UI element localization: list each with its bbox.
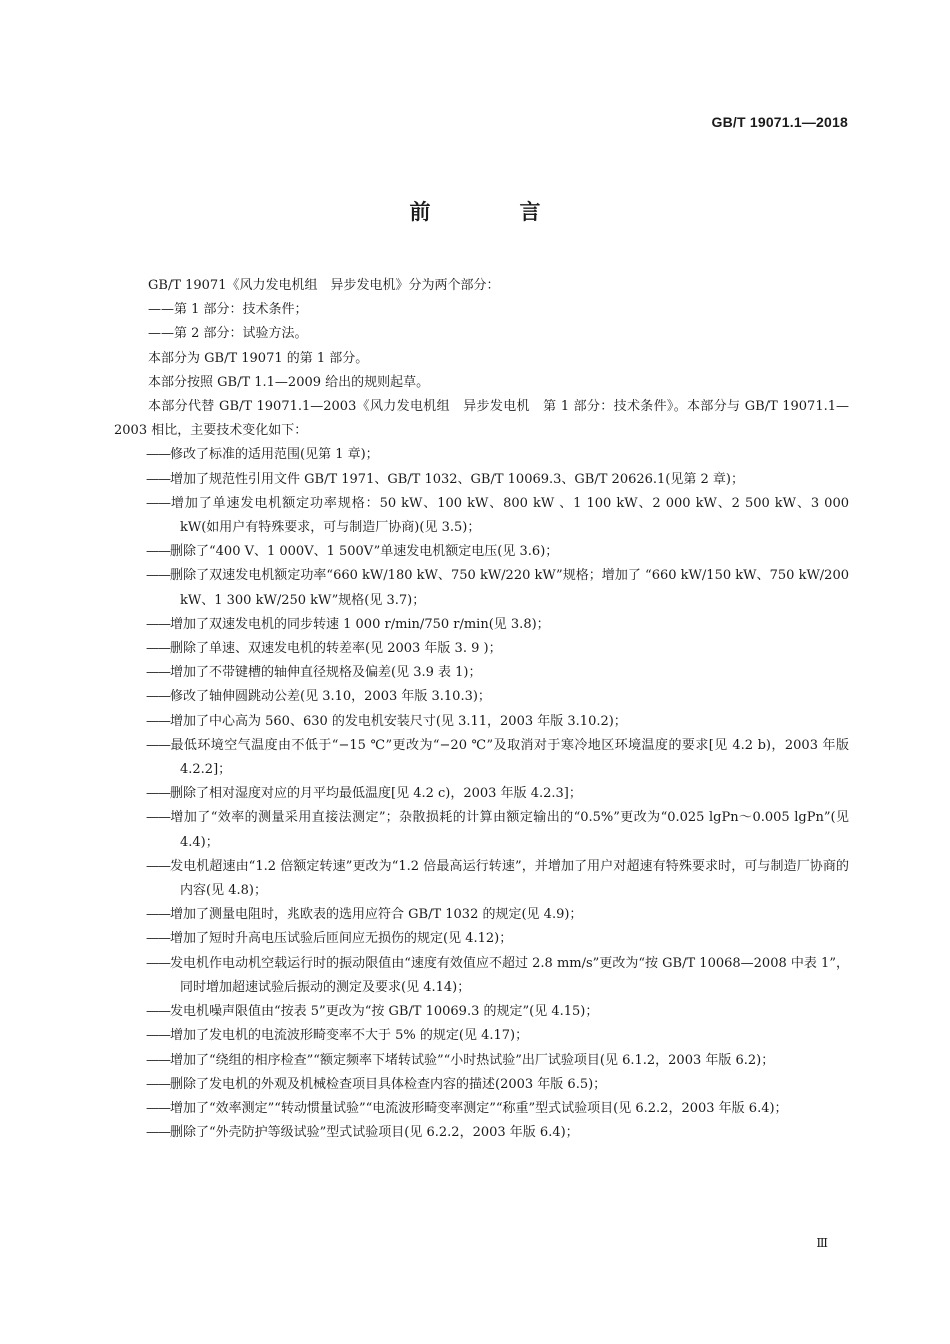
- intro-paragraph: GB/T 19071《风力发电机组 异步发电机》分为两个部分：: [148, 278, 500, 293]
- change-item-text: 增加了“绕组的相序检查”“额定频率下堵转试验”“小时热试验”出厂试验项目(见 6.1.2，2003 年版 6.2)；: [170, 1052, 775, 1068]
- changes-list: [114, 443, 849, 1145]
- change-item: [114, 903, 849, 927]
- change-item-text: 增加了不带键槽的轴伸直径规格及偏差(见 3.9 表 1)；: [170, 665, 482, 681]
- change-item: [114, 637, 849, 661]
- list-dash: ——: [146, 471, 170, 487]
- list-dash: ——: [146, 568, 170, 584]
- standard-number: GB/T 19071.1—2018: [711, 114, 848, 130]
- change-item-text: 发电机噪声限值由“按表 5”更改为“按 GB/T 10069.3 的规定”(见 4.15)；: [170, 1004, 599, 1020]
- change-item: [114, 1024, 849, 1048]
- change-item-text: 增加了规范性引用文件 GB/T 1971、GB/T 1032、GB/T 10069.3、GB/T 20626.1(见第 2 章)；: [170, 471, 744, 487]
- change-item-text: 删除了“400 V、1 000V、1 500V”单速发电机额定电压(见 3.6)；: [170, 544, 559, 560]
- list-dash: ——: [146, 907, 170, 923]
- change-item: [114, 613, 849, 637]
- intro-paragraph: ——第 2 部分：试验方法。: [148, 326, 308, 342]
- list-dash: ——: [146, 713, 170, 729]
- change-item: [114, 540, 849, 564]
- list-dash: ——: [146, 544, 170, 560]
- change-item-text: 最低环境空气温度由不低于“−15 ℃”更改为“−20 ℃”及取消对于寒冷地区环境温度的要求[见 4.2 b)，2003 年版 4.2.2]；: [170, 737, 849, 778]
- change-item: [114, 1097, 849, 1121]
- list-dash: ——: [146, 447, 170, 463]
- page-title: 前 言: [409, 200, 575, 224]
- list-dash: ——: [146, 858, 170, 874]
- change-item: [114, 685, 849, 709]
- change-item-text: 删除了发电机的外观及机械检查项目具体检查内容的描述(2003 年版 6.5)；: [170, 1076, 607, 1092]
- list-dash: ——: [146, 641, 170, 657]
- change-item-text: 增加了双速发电机的同步转速 1 000 r/min/750 r/min(见 3.8)；: [170, 616, 550, 632]
- change-item-text: 增加了单速发电机额定功率规格：50 kW、100 kW、800 kW 、1 100 kW、2 000 kW、2 500 kW、3 000 kW(如用户有特殊要求，可与制造厂协商)(见 3.5)；: [170, 495, 849, 536]
- list-dash: ——: [146, 665, 170, 681]
- change-item-text: 修改了标准的适用范围(见第 1 章)；: [170, 447, 379, 463]
- change-item: [114, 492, 849, 540]
- change-item-text: 增加了测量电阻时，兆欧表的选用应符合 GB/T 1032 的规定(见 4.9)；: [170, 907, 583, 923]
- change-item-text: 增加了发电机的电流波形畸变率不大于 5% 的规定(见 4.17)；: [170, 1028, 529, 1044]
- list-dash: ——: [146, 689, 170, 705]
- change-item-text: 删除了单速、双速发电机的转差率(见 2003 年版 3. 9 )；: [170, 641, 502, 657]
- list-dash: ——: [146, 810, 170, 826]
- list-dash: ——: [146, 1004, 170, 1020]
- list-dash: ——: [146, 1076, 170, 1092]
- list-dash: ——: [146, 1100, 170, 1116]
- change-item-text: 删除了“外壳防护等级试验”型式试验项目(见 6.2.2，2003 年版 6.4)；: [170, 1125, 579, 1141]
- change-item: [114, 1121, 849, 1145]
- list-dash: ——: [146, 495, 170, 511]
- change-item-text: 删除了双速发电机额定功率“660 kW/180 kW、750 kW/220 kW”规格；增加了 “660 kW/150 kW、750 kW/200 kW、1 300 kW/250 kW”规格(见 3.7)；: [170, 568, 849, 608]
- change-item: [114, 564, 849, 612]
- change-item: [114, 661, 849, 685]
- intro-paragraph: 本部分按照 GB/T 1.1—2009 给出的规则起草。: [148, 374, 430, 390]
- change-item: [114, 1049, 849, 1073]
- list-dash: ——: [146, 955, 170, 971]
- change-item: [114, 855, 849, 903]
- change-item: [114, 443, 849, 467]
- foreword-body: [114, 274, 849, 1145]
- intro-paragraph: ——第 1 部分：技术条件；: [148, 302, 308, 318]
- list-dash: ——: [146, 737, 170, 753]
- change-item-text: 发电机超速由“1.2 倍额定转速”更改为“1.2 倍最高运行转速”，并增加了用户对超速有特殊要求时，可与制造厂协商的内容(见 4.8)；: [170, 858, 849, 899]
- change-item: [114, 468, 849, 492]
- intro-paragraph: 本部分为 GB/T 19071 的第 1 部分。: [148, 350, 369, 366]
- change-item-text: 发电机作电动机空载运行时的振动限值由“速度有效值应不超过 2.8 mm/s”更改为“按 GB/T 10068—2008 中表 1”，同时增加超速试验后振动的测定及要求(见 4.14)；: [170, 955, 849, 995]
- list-dash: ——: [146, 1028, 170, 1044]
- change-item-text: 删除了相对湿度对应的月平均最低温度[见 4.2 c)，2003 年版 4.2.3]；: [170, 786, 582, 802]
- change-item: [114, 710, 849, 734]
- change-item-text: 增加了“效率测定”“转动惯量试验”“电流波形畸变率测定”“称重”型式试验项目(见 6.2.2，2003 年版 6.4)；: [170, 1100, 788, 1116]
- change-item: [114, 806, 849, 854]
- change-item: [114, 927, 849, 951]
- intro-paragraph: 本部分代替 GB/T 19071.1—2003《风力发电机组 异步发电机 第 1 部分：技术条件》。本部分与 GB/T 19071.1—2003 相比，主要技术变化如下：: [114, 399, 849, 439]
- page-number: Ⅲ: [816, 1236, 828, 1250]
- list-dash: ——: [146, 1052, 170, 1068]
- change-item-text: 修改了轴伸圆跳动公差(见 3.10，2003 年版 3.10.3)；: [170, 689, 491, 705]
- list-dash: ——: [146, 786, 170, 802]
- change-item: [114, 952, 849, 1000]
- change-item: [114, 1000, 849, 1024]
- change-item-text: 增加了“效率的测量采用直接法测定”；杂散损耗的计算由额定输出的“0.5%”更改为“0.025 lgPn～0.005 lgPn”(见 4.4)；: [170, 810, 849, 850]
- list-dash: ——: [146, 1125, 170, 1141]
- change-item-text: 增加了中心高为 560、630 的发电机安装尺寸(见 3.11，2003 年版 3.10.2)；: [170, 713, 627, 729]
- change-item-text: 增加了短时升高电压试验后匝间应无损伤的规定(见 4.12)；: [170, 931, 513, 947]
- change-item: [114, 1073, 849, 1097]
- list-dash: ——: [146, 616, 170, 632]
- change-item: [114, 734, 849, 782]
- change-item: [114, 782, 849, 806]
- list-dash: ——: [146, 931, 170, 947]
